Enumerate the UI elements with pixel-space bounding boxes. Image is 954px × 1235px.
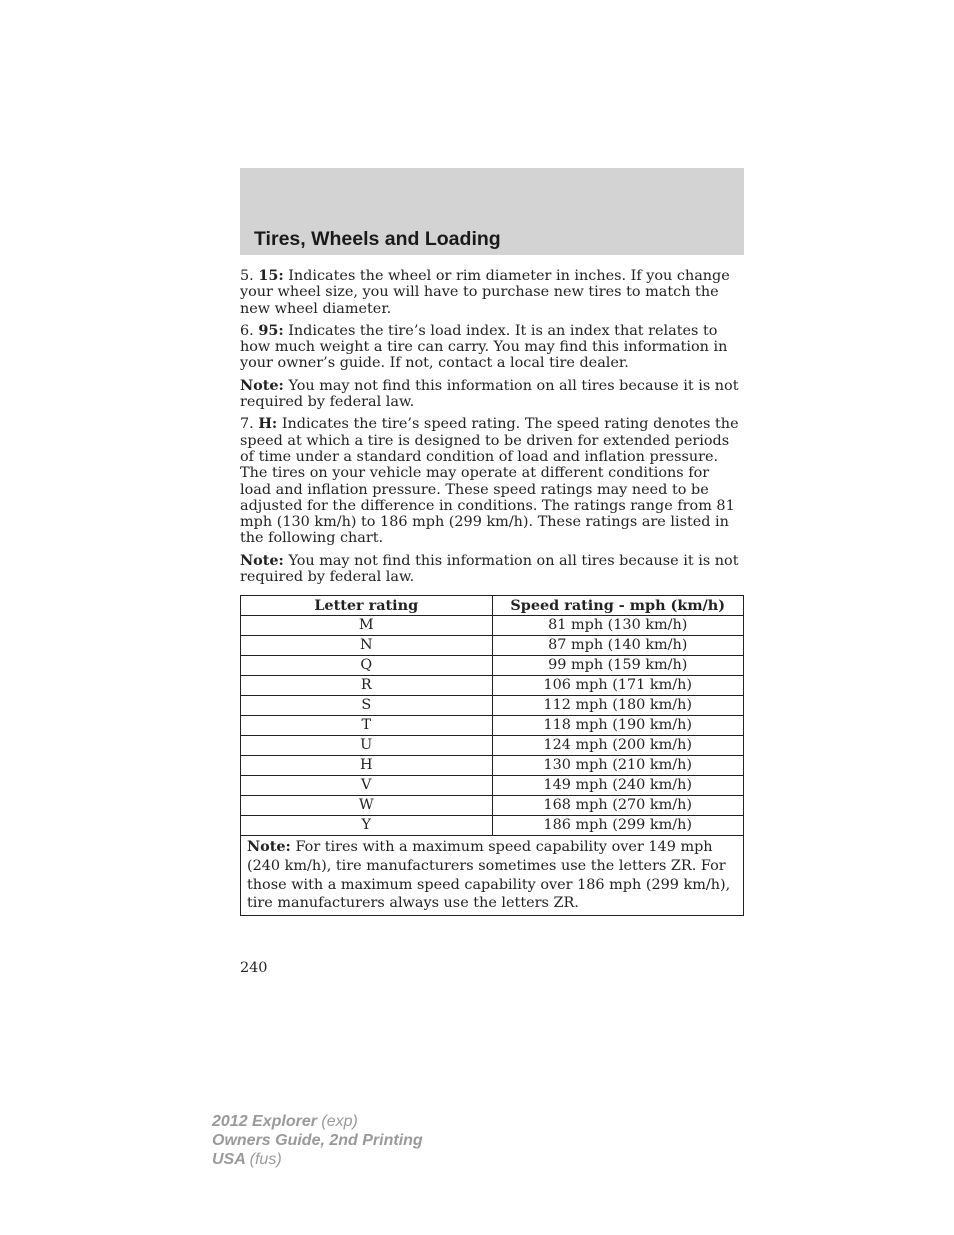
item-text: Indicates the tire’s speed rating. The speed rating denotes the speed at which a tire is designed to be driven for extended periods of time under a standard condition of load and inflation pressure. The tires on your vehicle may operate at different conditions for load and inflation pressure. These speed ratings may need to be adjusted for the difference in conditions. The ratings range from 81 mph (130 km/h) to 186 mph (299 km/h). These ratings are listed in the following chart. <box>240 416 739 547</box>
note-label: Note: <box>240 376 284 394</box>
table-row <box>241 616 744 636</box>
note-paragraph-1 <box>240 378 744 411</box>
letter-cell: T <box>241 716 493 736</box>
note-paragraph-2 <box>240 553 744 586</box>
letter-cell: S <box>241 696 493 716</box>
letter-cell: H <box>241 756 493 776</box>
item-label: 95: <box>258 321 284 339</box>
table-row <box>241 716 744 736</box>
speed-cell: 99 mph (159 km/h) <box>492 656 744 676</box>
table-row <box>241 776 744 796</box>
table-row <box>241 696 744 716</box>
letter-cell: N <box>241 636 493 656</box>
speed-cell: 112 mph (180 km/h) <box>492 696 744 716</box>
table-row <box>241 816 744 836</box>
note-text: You may not find this information on all tires because it is not required by federal law. <box>240 377 739 411</box>
document-footer <box>212 1112 423 1169</box>
footer-model-code: (exp) <box>321 1113 358 1130</box>
letter-cell: U <box>241 736 493 756</box>
speed-cell: 149 mph (240 km/h) <box>492 776 744 796</box>
item-text: Indicates the wheel or rim diameter in inches. If you change your wheel size, you will have to purchase new tires to match the new wheel diameter. <box>240 268 730 317</box>
footer-line-3 <box>212 1150 423 1169</box>
letter-cell: M <box>241 616 493 636</box>
speed-cell: 106 mph (171 km/h) <box>492 676 744 696</box>
page-number: 240 <box>240 960 268 976</box>
footer-line-1 <box>212 1112 423 1131</box>
item-label: H: <box>258 415 278 433</box>
section-header <box>240 168 744 255</box>
table-row <box>241 796 744 816</box>
table-row <box>241 656 744 676</box>
paragraph-item-7 <box>240 416 744 546</box>
table-note <box>241 836 744 915</box>
item-label: 15: <box>258 267 284 284</box>
section-title: Tires, Wheels and Loading <box>254 228 501 250</box>
column-header-speed: Speed rating - mph (km/h) <box>492 596 744 616</box>
column-header-letter: Letter rating <box>241 596 493 616</box>
footer-line-2 <box>212 1131 423 1150</box>
speed-cell: 130 mph (210 km/h) <box>492 756 744 776</box>
table-row <box>241 676 744 696</box>
letter-cell: W <box>241 796 493 816</box>
speed-cell: 168 mph (270 km/h) <box>492 796 744 816</box>
item-text: Indicates the tire’s load index. It is an index that relates to how much weight a tire can carry. You may find this information in your owner’s guide. If not, contact a local tire dealer. <box>240 322 728 372</box>
note-label: Note: <box>240 551 284 569</box>
table-header-row <box>241 596 744 616</box>
note-text: You may not find this information on all tires because it is not required by federal law. <box>240 552 739 586</box>
letter-cell: Q <box>241 656 493 676</box>
paragraph-item-6 <box>240 323 744 372</box>
item-number: 7. <box>240 416 254 433</box>
table-row <box>241 756 744 776</box>
footer-market-code: (fus) <box>249 1151 282 1168</box>
letter-cell: Y <box>241 816 493 836</box>
speed-cell: 186 mph (299 km/h) <box>492 816 744 836</box>
speed-cell: 87 mph (140 km/h) <box>492 636 744 656</box>
table-row <box>241 636 744 656</box>
note-text: For tires with a maximum speed capability over 149 mph (240 km/h), tire manufacturers sometimes use the letters ZR. For those with a maximum speed capability over 186 mph (299 km/h), tire manufacturers always use the letters ZR. <box>247 839 731 912</box>
speed-cell: 81 mph (130 km/h) <box>492 616 744 636</box>
footer-model: 2012 Explorer <box>212 1113 317 1130</box>
item-number: 6. <box>240 322 254 339</box>
footer-market: USA <box>212 1151 246 1168</box>
speed-cell: 118 mph (190 km/h) <box>492 716 744 736</box>
main-content <box>240 268 744 916</box>
letter-cell: V <box>241 776 493 796</box>
table-row <box>241 736 744 756</box>
speed-cell: 124 mph (200 km/h) <box>492 736 744 756</box>
letter-cell: R <box>241 676 493 696</box>
table-note-row <box>241 836 744 915</box>
item-number: 5. <box>240 268 254 284</box>
paragraph-item-5 <box>240 268 744 317</box>
speed-rating-table <box>240 595 744 915</box>
footer-guide: Owners Guide, 2nd Printing <box>212 1132 423 1149</box>
note-label: Note: <box>247 838 291 856</box>
